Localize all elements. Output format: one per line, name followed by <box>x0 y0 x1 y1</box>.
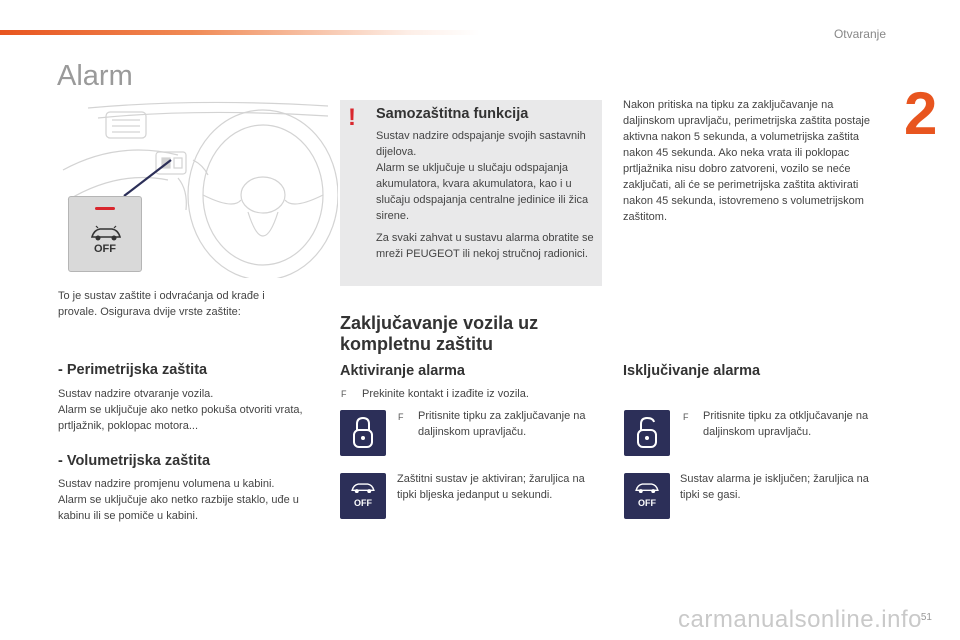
bullet-icon: F <box>341 389 347 399</box>
volumetric-heading: - Volumetrijska zaštita <box>58 453 211 469</box>
lock-icon <box>340 410 386 456</box>
perimeter-text-1: Sustav nadzire otvaranje vozila. <box>58 388 214 400</box>
alarm-key-image-deactivation <box>624 473 670 519</box>
chapter-number: 2 <box>904 80 938 147</box>
self-protection-text-2: Alarm se uključuje u slučaju odspajanja akumulatora, kvara akumulatora, kao i u slučaju odspajanja centralne jedinice ili žica sirene. <box>376 162 589 222</box>
activation-step-2: Pritisnite tipku za zaključavanje na daljinskom upravljaču. <box>418 410 586 438</box>
watermark: carmanualsonline.info <box>678 606 922 633</box>
unlock-key-image <box>624 410 670 456</box>
deactivation-heading: Isključivanje alarma <box>623 363 761 379</box>
car-alarm-icon <box>633 481 661 495</box>
perimeter-text <box>58 386 328 434</box>
chapter-title: Otvaranje <box>833 27 886 41</box>
volumetric-text <box>58 476 326 524</box>
deactivation-step-1: Pritisnite tipku za otključavanje na daljinskom upravljaču. <box>703 410 869 438</box>
activation-step-1: Prekinite kontakt i izađite iz vozila. <box>362 388 529 400</box>
off-label: OFF <box>354 498 372 508</box>
volumetric-text-2: Alarm se uključuje ako netko razbije staklo, uđe u kabinu ili se pomiče u kabini. <box>58 494 299 522</box>
lock-key-image <box>340 410 386 456</box>
car-alarm-icon <box>349 481 377 495</box>
self-protection-text <box>376 128 598 262</box>
bullet-icon: F <box>398 412 404 422</box>
unlock-icon <box>624 410 670 456</box>
header-accent-bar <box>0 30 480 35</box>
car-alarm-icon <box>88 225 124 243</box>
alarm-key-image-activation <box>340 473 386 519</box>
off-label: OFF <box>638 498 656 508</box>
off-label: OFF <box>94 243 116 255</box>
volumetric-text-1: Sustav nadzire promjenu volumena u kabini. <box>58 478 275 490</box>
self-protection-heading: Samozaštitna funkcija <box>376 106 529 122</box>
locking-heading: Zaključavanje vozila uz kompletnu zaštitu <box>340 313 539 354</box>
intro-text: To je sustav zaštite i odvraćanja od krađe i provale. Osigurava dvije vrste zaštite: <box>58 290 265 318</box>
warning-icon: ! <box>348 104 356 131</box>
perimeter-text-2: Alarm se uključuje ako netko pokuša otvoriti vrata, prtljažnik, poklopac motora... <box>58 404 303 432</box>
activation-heading: Aktiviranje alarma <box>340 363 465 379</box>
self-protection-text-3: Za svaki zahvat u sustavu alarma obratite se mreži PEUGEOT ili nekoj stručnoj radionici. <box>376 232 594 260</box>
deactivation-result: Sustav alarma je isključen; žaruljica na tipki se gasi. <box>680 473 869 501</box>
perimeter-heading: - Perimetrijska zaštita <box>58 362 208 378</box>
activation-result: Zaštitni sustav je aktiviran; žaruljica na tipki bljeska jedanput u sekundi. <box>397 473 585 501</box>
page-title: Alarm <box>57 60 133 92</box>
alarm-button-closeup <box>68 196 142 272</box>
self-protection-text-1: Sustav nadzire odspajanje svojih sastavnih dijelova. <box>376 130 586 158</box>
bullet-icon: F <box>683 412 689 422</box>
right-intro-text: Nakon pritiska na tipku za zaključavanje na daljinskom upravljaču, perimetrijska zaštita postaje aktivna nakon 5 sekunda, a volumetrijska zaštita nakon 45 sekunda. Ako neka vrata ili poklopac prtljažnika nisu dobro zatvoreni, vozilo se neće zaključati, ali će se perimetrijska zaštita aktivirati nakon 45 sekunda, istovremeno s volumetrijskom zaštitom. <box>623 99 870 223</box>
alarm-indicator-led <box>95 207 115 210</box>
page-number: 51 <box>920 612 932 623</box>
